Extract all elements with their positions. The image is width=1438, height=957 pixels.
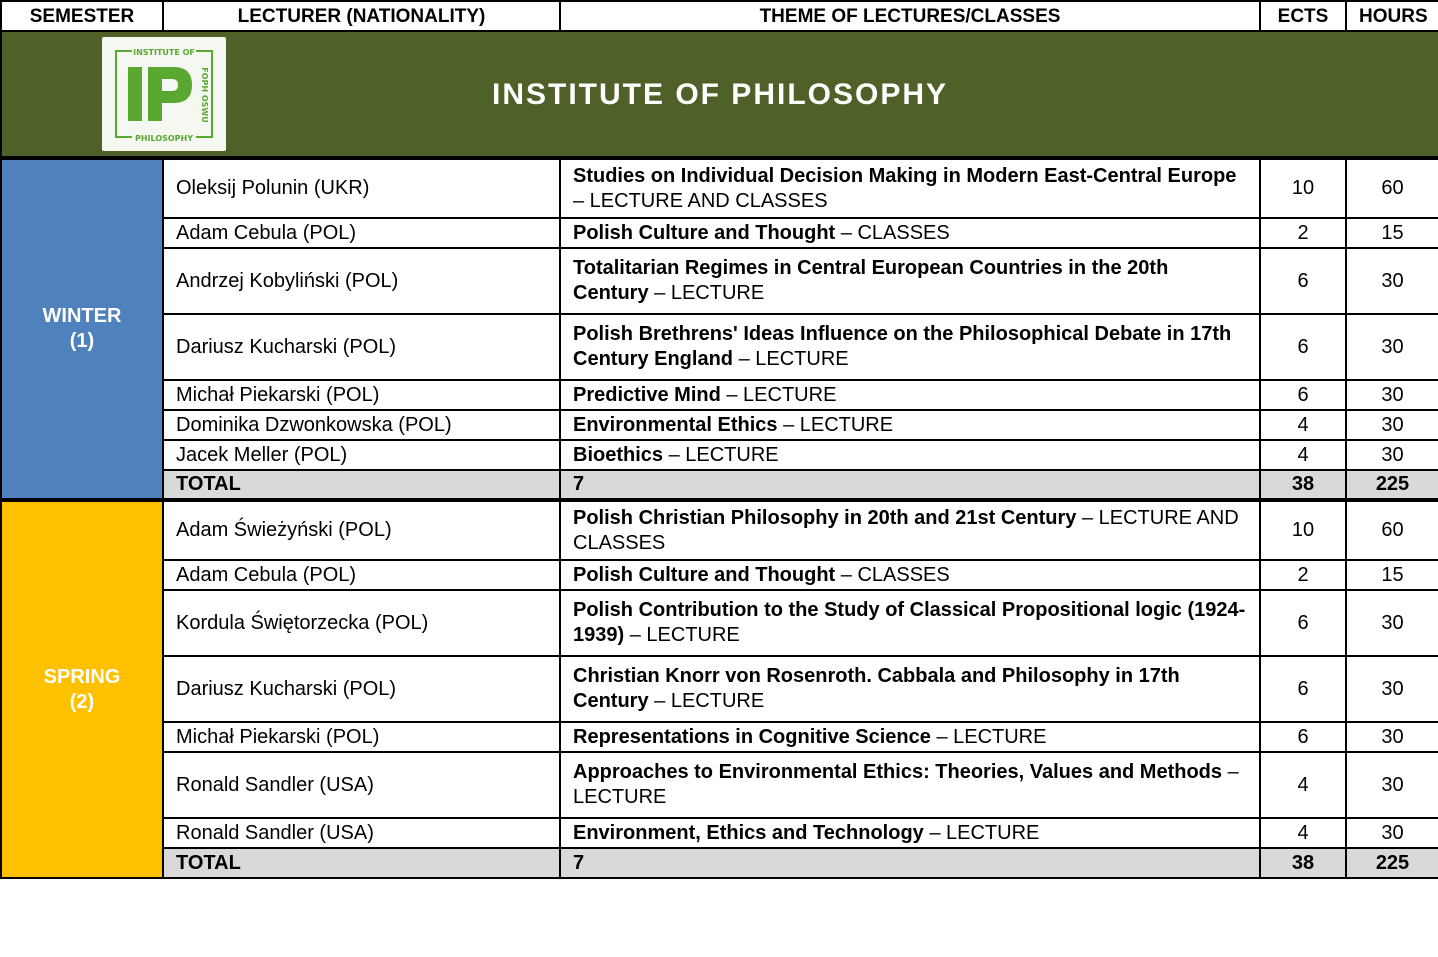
ects-cell: 2 bbox=[1260, 218, 1346, 248]
course-type: – LECTURE bbox=[929, 821, 1040, 844]
theme-cell bbox=[560, 500, 1260, 560]
hours-cell: 30 bbox=[1346, 656, 1438, 722]
course-title: Polish Christian Philosophy in 20th and 21st Century bbox=[573, 506, 1077, 529]
ects-cell: 6 bbox=[1260, 314, 1346, 380]
semester-label: WINTER bbox=[42, 305, 122, 327]
institute-logo-icon bbox=[102, 37, 226, 151]
theme-cell bbox=[560, 380, 1260, 410]
table-row bbox=[1, 752, 1438, 818]
ects-cell: 4 bbox=[1260, 818, 1346, 848]
ects-cell: 6 bbox=[1260, 590, 1346, 656]
hours-cell: 30 bbox=[1346, 722, 1438, 752]
hours-cell: 30 bbox=[1346, 248, 1438, 314]
table-row bbox=[1, 158, 1438, 218]
course-title: Polish Culture and Thought bbox=[573, 563, 836, 586]
lecturer-cell: Adam Świeżyński (POL) bbox=[163, 500, 560, 560]
course-title: Environmental Ethics bbox=[573, 413, 778, 436]
theme-cell bbox=[560, 410, 1260, 440]
course-type: – LECTURE bbox=[629, 624, 740, 646]
course-type: – LECTURE bbox=[654, 690, 765, 712]
lecturer-cell: Dariusz Kucharski (POL) bbox=[163, 656, 560, 722]
course-title: Polish Culture and Thought bbox=[573, 221, 836, 244]
institute-banner bbox=[1, 31, 1438, 158]
table-row bbox=[1, 410, 1438, 440]
course-type: – LECTURE bbox=[738, 348, 849, 370]
course-title: Christian Knorr von Rosenroth. Cabbala and Philosophy in 17th Century bbox=[573, 665, 1180, 712]
svg-text:FOPH OSWU: FOPH OSWU bbox=[200, 67, 209, 123]
course-type: – LECTURE bbox=[936, 725, 1047, 748]
winter-total-row bbox=[1, 470, 1438, 500]
table-row bbox=[1, 218, 1438, 248]
course-type: – CLASSES bbox=[840, 221, 950, 244]
ects-cell: 6 bbox=[1260, 248, 1346, 314]
lecturer-cell: Oleksij Polunin (UKR) bbox=[163, 158, 560, 218]
table-row bbox=[1, 380, 1438, 410]
header-lecturer: LECTURER (NATIONALITY) bbox=[163, 1, 560, 31]
hours-cell: 30 bbox=[1346, 590, 1438, 656]
total-count: 7 bbox=[560, 470, 1260, 500]
ects-cell: 4 bbox=[1260, 410, 1346, 440]
total-ects: 38 bbox=[1260, 848, 1346, 878]
course-type: – LECTURE bbox=[668, 443, 779, 466]
lecturer-cell: Dariusz Kucharski (POL) bbox=[163, 314, 560, 380]
course-title: Polish Brethrens' Ideas Influence on the Philosophical Debate in 17th Century England bbox=[573, 323, 1232, 370]
theme-cell bbox=[560, 314, 1260, 380]
semester-number: (1) bbox=[69, 330, 95, 352]
theme-cell bbox=[560, 590, 1260, 656]
hours-cell: 15 bbox=[1346, 560, 1438, 590]
header-ects: ECTS bbox=[1260, 1, 1346, 31]
lecturer-cell: Michał Piekarski (POL) bbox=[163, 380, 560, 410]
semester-number: (2) bbox=[69, 690, 95, 713]
spring-total-row bbox=[1, 848, 1438, 878]
theme-cell bbox=[560, 440, 1260, 470]
table-row bbox=[1, 500, 1438, 560]
lecturer-cell: Ronald Sandler (USA) bbox=[163, 818, 560, 848]
hours-cell: 15 bbox=[1346, 218, 1438, 248]
course-type: – LECTURE bbox=[654, 282, 765, 304]
theme-cell bbox=[560, 656, 1260, 722]
hours-cell: 30 bbox=[1346, 818, 1438, 848]
hours-cell: 60 bbox=[1346, 158, 1438, 218]
hours-cell: 30 bbox=[1346, 314, 1438, 380]
course-type: – LECTURE AND CLASSES bbox=[573, 506, 1239, 554]
ects-cell: 10 bbox=[1260, 158, 1346, 218]
course-type: – LECTURE bbox=[783, 413, 894, 436]
ects-cell: 2 bbox=[1260, 560, 1346, 590]
lecturer-cell: Jacek Meller (POL) bbox=[163, 440, 560, 470]
theme-cell bbox=[560, 158, 1260, 218]
course-type: – LECTURE AND CLASSES bbox=[573, 189, 828, 212]
table-row bbox=[1, 314, 1438, 380]
ects-cell: 6 bbox=[1260, 380, 1346, 410]
institute-title: INSTITUTE OF PHILOSOPHY bbox=[491, 77, 949, 111]
ects-cell: 6 bbox=[1260, 656, 1346, 722]
table-row bbox=[1, 560, 1438, 590]
table-row bbox=[1, 818, 1438, 848]
table-row bbox=[1, 590, 1438, 656]
lecturer-cell: Andrzej Kobyliński (POL) bbox=[163, 248, 560, 314]
theme-cell bbox=[560, 752, 1260, 818]
ects-cell: 6 bbox=[1260, 722, 1346, 752]
course-title: Approaches to Environmental Ethics: Theories, Values and Methods bbox=[573, 761, 1223, 783]
course-type: – CLASSES bbox=[840, 563, 950, 586]
ects-cell: 4 bbox=[1260, 440, 1346, 470]
table-row bbox=[1, 440, 1438, 470]
course-title: Studies on Individual Decision Making in Modern East-Central Europe bbox=[573, 164, 1237, 187]
header-semester: SEMESTER bbox=[1, 1, 163, 31]
course-type: – LECTURE bbox=[573, 761, 1239, 808]
total-ects: 38 bbox=[1260, 470, 1346, 500]
institute-logo bbox=[102, 37, 226, 151]
theme-cell bbox=[560, 218, 1260, 248]
header-hours: HOURS bbox=[1346, 1, 1438, 31]
course-title: Environment, Ethics and Technology bbox=[573, 821, 924, 844]
table-row bbox=[1, 656, 1438, 722]
course-title: Representations in Cognitive Science bbox=[573, 725, 931, 748]
course-title: Predictive Mind bbox=[573, 383, 721, 406]
svg-text:INSTITUTE OF: INSTITUTE OF bbox=[133, 48, 195, 57]
ects-cell: 10 bbox=[1260, 500, 1346, 560]
spring-semester-cell bbox=[1, 500, 163, 878]
course-type: – LECTURE bbox=[726, 383, 837, 406]
lecturer-cell: Dominika Dzwonkowska (POL) bbox=[163, 410, 560, 440]
table-row bbox=[1, 722, 1438, 752]
total-count: 7 bbox=[560, 848, 1260, 878]
header-row bbox=[1, 1, 1438, 31]
total-hours: 225 bbox=[1346, 470, 1438, 500]
lecturer-cell: Ronald Sandler (USA) bbox=[163, 752, 560, 818]
hours-cell: 30 bbox=[1346, 440, 1438, 470]
header-theme: THEME OF LECTURES/CLASSES bbox=[560, 1, 1260, 31]
lecturer-cell: Adam Cebula (POL) bbox=[163, 218, 560, 248]
total-label: TOTAL bbox=[163, 848, 560, 878]
table-row bbox=[1, 248, 1438, 314]
hours-cell: 30 bbox=[1346, 380, 1438, 410]
hours-cell: 30 bbox=[1346, 752, 1438, 818]
course-title: Bioethics bbox=[573, 443, 664, 466]
course-title: Totalitarian Regimes in Central European Countries in the 20th Century bbox=[573, 257, 1169, 304]
winter-semester-cell bbox=[1, 158, 163, 500]
theme-cell bbox=[560, 248, 1260, 314]
total-hours: 225 bbox=[1346, 848, 1438, 878]
course-title: Polish Contribution to the Study of Classical Propositional logic (1924-1939) bbox=[573, 599, 1246, 646]
lecturer-cell: Michał Piekarski (POL) bbox=[163, 722, 560, 752]
total-label: TOTAL bbox=[163, 470, 560, 500]
svg-text:PHILOSOPHY: PHILOSOPHY bbox=[134, 134, 194, 143]
semester-label: SPRING bbox=[43, 665, 121, 688]
hours-cell: 30 bbox=[1346, 410, 1438, 440]
lecturer-cell: Adam Cebula (POL) bbox=[163, 560, 560, 590]
theme-cell bbox=[560, 722, 1260, 752]
hours-cell: 60 bbox=[1346, 500, 1438, 560]
ects-cell: 4 bbox=[1260, 752, 1346, 818]
theme-cell bbox=[560, 818, 1260, 848]
theme-cell bbox=[560, 560, 1260, 590]
lecturer-cell: Kordula Świętorzecka (POL) bbox=[163, 590, 560, 656]
